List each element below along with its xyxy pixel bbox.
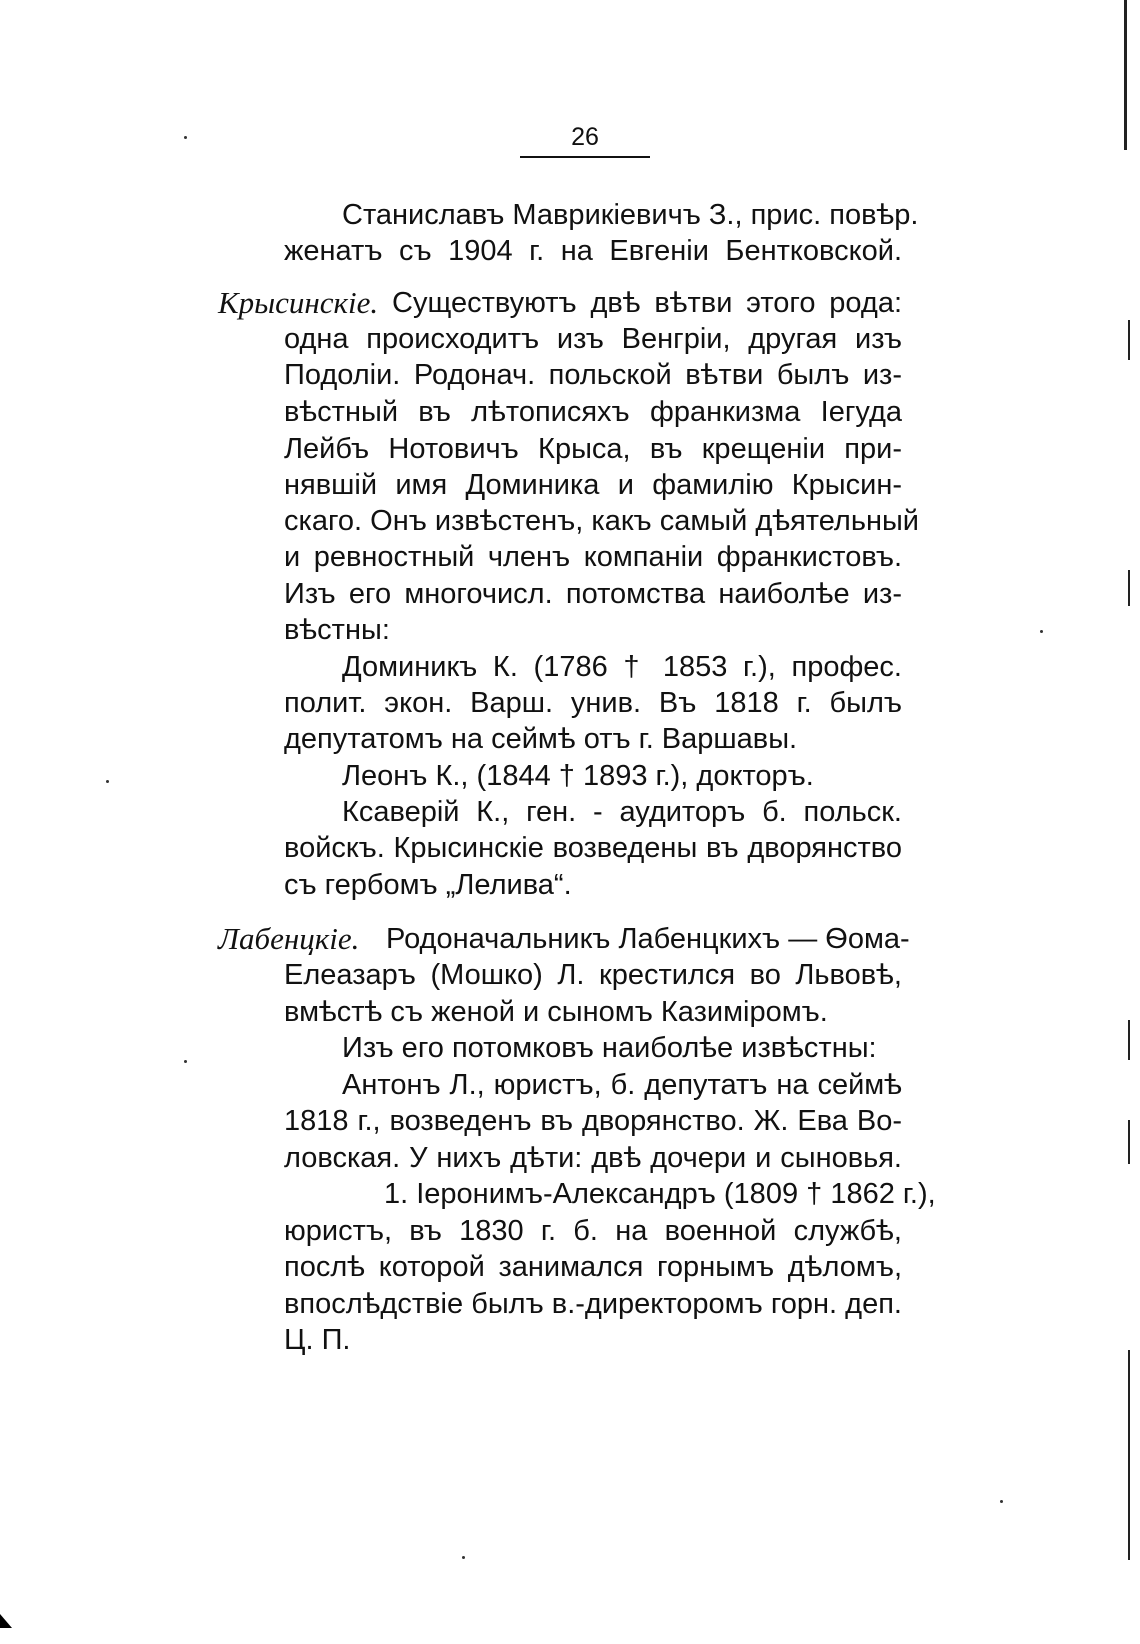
text-line: Родоначальникъ Лабенцкихъ — Ѳома- [386,923,910,955]
text-line: съ гербомъ „Лелива“. [284,869,572,901]
scan-speck [184,1060,187,1063]
scan-speck [106,780,109,783]
entry-heading: Лабенцкіе. [218,921,360,956]
text-line: Подоліи. Родонач. польской вѣтви былъ из- [284,359,902,391]
scan-speck [1000,1500,1003,1503]
page-number-rule [520,156,650,158]
scan-margin-mark [1128,1350,1130,1560]
text-line: депутатомъ на сеймѣ отъ г. Варшавы. [284,723,798,755]
text-line: Леонъ К., (1844 † 1893 г.), докторъ. [342,760,814,792]
text-line: ловская. У нихъ дѣти: двѣ дочери и сыновья. [284,1142,902,1174]
text-line: и ревностный членъ компаніи франкистовъ. [284,541,902,573]
text-line: Елеазаръ (Мошко) Л. крестился во Львовѣ, [284,959,902,991]
text-line: женатъ съ 1904 г. на Евгеніи Бентковской. [284,235,902,267]
text-line: 1818 г., возведенъ въ дворянство. Ж. Ева Во- [284,1105,902,1137]
text-line: юристъ, въ 1830 г. б. на военной службѣ, [284,1215,902,1247]
text-line: вмѣстѣ съ женой и сыномъ Казиміромъ. [284,996,828,1028]
scan-margin-mark [1124,0,1127,150]
text-line: 1. Іеронимъ-Александръ (1809 † 1862 г.), [384,1178,936,1210]
scan-speck [462,1556,465,1559]
text-line: Антонъ Л., юристъ, б. депутатъ на сеймѣ [342,1069,902,1101]
scan-speck [1040,630,1043,633]
text-line: послѣ которой занимался горнымъ дѣломъ, [284,1251,902,1283]
text-line: Доминикъ К. (1786 † 1853 г.), профес. [342,651,902,683]
text-line: скаго. Онъ извѣстенъ, какъ самый дѣятельный [284,505,919,537]
text-line: Ц. П. [284,1324,351,1356]
text-line: Изъ его потомковъ наиболѣе извѣстны: [342,1032,877,1064]
text-line: Станиславъ Маврикіевичъ З., прис. повѣр. [342,199,919,231]
text-line: Изъ его многочисл. потомства наиболѣе из- [284,578,902,610]
text-line: вѣстны: [284,614,390,646]
scan-margin-mark [1128,320,1130,360]
page-number: 26 [571,123,599,151]
text-line: нявшій имя Доминика и фамилію Крысин- [284,469,902,501]
text-line: вѣстный въ лѣтописяхъ франкизма Іегуда [284,396,902,428]
text-line: одна происходитъ изъ Венгріи, другая изъ [284,323,902,355]
scan-margin-mark [1128,1120,1130,1164]
entry-heading: Крысинскіе. [218,285,379,320]
scan-margin-mark [1128,1020,1130,1060]
text-line: Существуютъ двѣ вѣтви этого рода: [392,287,902,319]
scan-margin-mark [1128,570,1130,606]
text-line: впослѣдствіе былъ в.-директоромъ горн. деп. [284,1288,902,1320]
scan-speck [184,136,187,139]
text-line: полит. экон. Варш. унив. Въ 1818 г. былъ [284,687,902,719]
scan-corner-mark [0,1614,12,1628]
text-line: Лейбъ Нотовичъ Крыса, въ крещеніи при- [284,433,902,465]
text-line: Ксаверій К., ген. - аудиторъ б. польск. [342,796,902,828]
text-line: войскъ. Крысинскіе возведены въ дворянство [284,832,902,864]
